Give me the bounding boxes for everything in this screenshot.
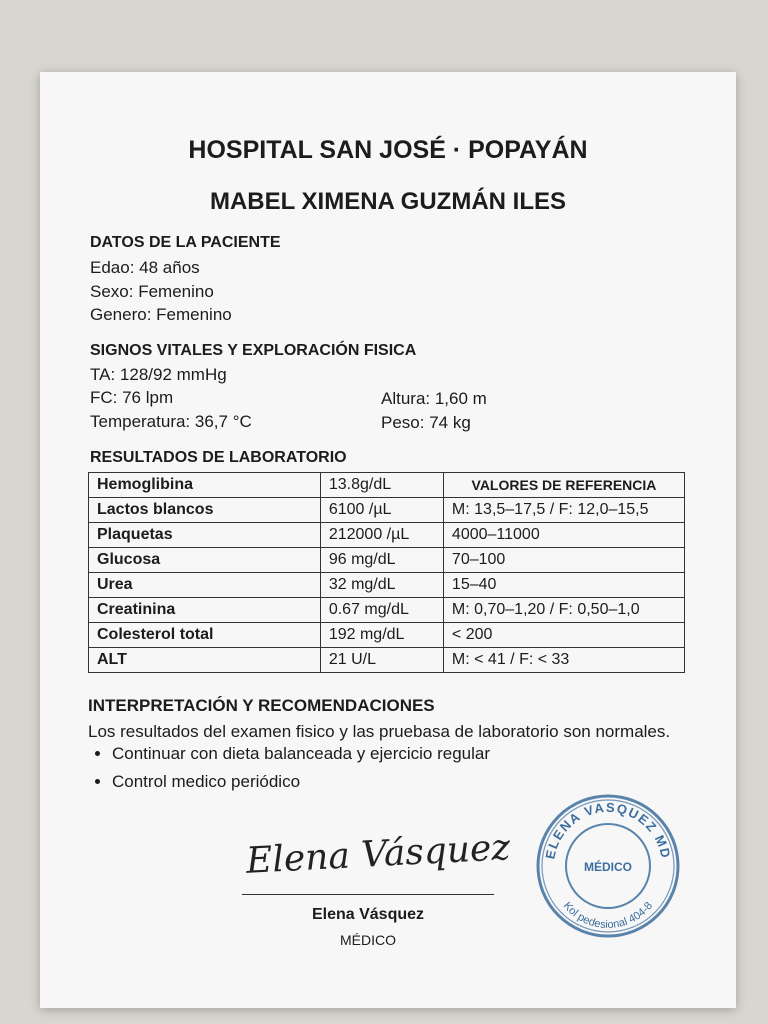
list-item: • Continuar con dieta balanceada y ejercicio regular: [112, 744, 490, 764]
lab-value: 192 mg/dL: [320, 623, 443, 648]
vital-fc: FC: 76 lpm: [90, 388, 174, 407]
lab-value: 21 U/L: [320, 648, 443, 673]
table-row: [89, 548, 685, 573]
lab-test: Urea: [89, 573, 321, 598]
lab-reference: 70–100: [443, 548, 684, 573]
lab-value: 32 mg/dL: [320, 573, 443, 598]
document-page: [40, 72, 736, 1008]
vital-ta: TA: 128/92 mmHg: [90, 365, 227, 384]
list-item: • Control medico periódico: [112, 772, 490, 792]
doctor-stamp: [534, 792, 682, 940]
patient-name: MABEL XIMENA GUZMÁN ILES: [209, 188, 566, 215]
signature-line: [242, 894, 494, 895]
vital-temperature: Temperatura: 36,7 °C: [90, 412, 252, 431]
lab-test: Plaquetas: [89, 523, 321, 548]
vitals-section-heading: SIGNOS VITALES Y EXPLORACIÓN FISICA: [90, 342, 417, 359]
table-row: [89, 473, 685, 498]
lab-reference: 15–40: [443, 573, 684, 598]
signer-role: MÉDICO: [340, 932, 396, 948]
vital-weight: Peso: 74 kg: [381, 413, 471, 432]
lab-test: Lactos blancos: [89, 498, 321, 523]
lab-value: 96 mg/dL: [320, 548, 443, 573]
lab-test: Hemoglibina: [89, 473, 321, 498]
table-row: [89, 648, 685, 673]
patient-gender: Genero: Femenino: [90, 305, 232, 324]
patient-sex: Sexo: Femenino: [90, 282, 214, 301]
table-row: [89, 498, 685, 523]
lab-test: Creatinina: [89, 598, 321, 623]
lab-test: Colesterol total: [89, 623, 321, 648]
lab-results-table: [88, 472, 685, 673]
stamp-bottom-text: Kol pedesional 404-8: [560, 899, 656, 932]
lab-test: ALT: [89, 648, 321, 673]
lab-value: 212000 /µL: [320, 523, 443, 548]
lab-value: 0.67 mg/dL: [320, 598, 443, 623]
table-row: [89, 598, 685, 623]
lab-section-heading: RESULTADOS DE LABORATORIO: [90, 449, 347, 466]
table-row: [89, 623, 685, 648]
lab-test: Glucosa: [89, 548, 321, 573]
patient-section-heading: DATOS DE LA PACIENTE: [90, 234, 281, 251]
handwritten-signature: Elena Vásquez: [245, 827, 512, 882]
table-row: [89, 573, 685, 598]
lab-value: 6100 /µL: [320, 498, 443, 523]
signer-name: Elena Vásquez: [311, 906, 425, 923]
stamp-outer-text: ELENA VASQUEZ MD: [542, 799, 674, 861]
interpretation-heading: INTERPRETACIÓN Y RECOMENDACIONES: [88, 696, 435, 715]
hospital-title: HOSPITAL SAN JOSÉ · POPAYÁN: [188, 136, 588, 164]
lab-reference-header: VALORES DE REFERENCIA: [443, 473, 684, 498]
lab-reference: < 200: [443, 623, 684, 648]
recommendations-list: [90, 744, 490, 800]
lab-reference: 4000–11000: [443, 523, 684, 548]
interpretation-text: Los resultados del examen fisico y las pruebasa de laboratorio son normales.: [88, 722, 671, 741]
vital-height: Altura: 1,60 m: [381, 389, 487, 408]
table-row: [89, 523, 685, 548]
stamp-center-text: MÉDICO: [584, 860, 632, 874]
lab-reference: M: < 41 / F: < 33: [443, 648, 684, 673]
lab-value: 13.8g/dL: [320, 473, 443, 498]
stamp-seal-icon: [534, 792, 682, 940]
lab-reference: M: 0,70–1,20 / F: 0,50–1,0: [443, 598, 684, 623]
patient-age: Edao: 48 años: [90, 258, 200, 277]
lab-reference: M: 13,5–17,5 / F: 12,0–15,5: [443, 498, 684, 523]
